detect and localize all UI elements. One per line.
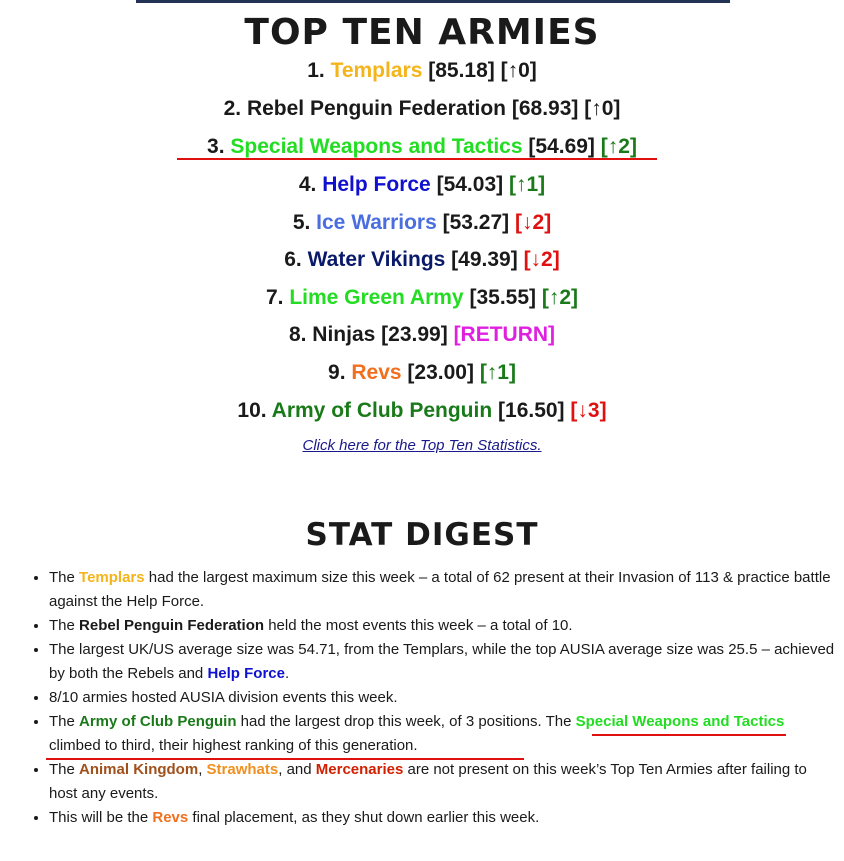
- digest-item: [49, 758, 839, 806]
- digest-title: STAT DIGEST: [305, 517, 539, 553]
- ranking-row: [0, 322, 844, 348]
- rank-position: 2.: [223, 97, 242, 120]
- digest-text: 8/10 armies hosted AUSIA division events this week.: [49, 689, 398, 706]
- rank-change: [↑1]: [508, 173, 546, 196]
- digest-army-name: Rebel Penguin Federation: [79, 617, 265, 634]
- rank-position: 8.: [288, 323, 307, 346]
- rank-change: [↑0]: [584, 97, 621, 120]
- digest-list: [24, 566, 839, 830]
- digest-item: [49, 806, 839, 830]
- rank-change: [↑0]: [500, 59, 537, 82]
- digest-text: are not present on this week’s Top Ten Armies after failing to host any events.: [49, 761, 807, 802]
- digest-text: The: [49, 761, 80, 778]
- army-score: [49.39]: [451, 248, 518, 271]
- digest-army-name: Strawhats: [206, 761, 279, 778]
- highlight-underline: [46, 758, 524, 760]
- rank-change: [RETURN]: [453, 323, 556, 346]
- digest-item: [49, 686, 839, 710]
- rank-position: 7.: [265, 286, 284, 309]
- highlight-underline: [177, 158, 657, 160]
- army-name: Templars: [330, 59, 423, 82]
- ranking-row: [0, 172, 844, 198]
- digest-item: [49, 614, 839, 638]
- digest-text: The: [49, 713, 80, 730]
- digest-army-name: Templars: [79, 569, 145, 586]
- rank-position: 5.: [292, 211, 311, 234]
- digest-text: The: [49, 617, 80, 634]
- army-score: [23.00]: [407, 361, 474, 384]
- digest-text: The: [49, 569, 80, 586]
- ranking-row: [0, 398, 844, 424]
- army-name: Revs: [351, 361, 402, 384]
- army-name: Ice Warriors: [316, 211, 437, 234]
- digest-text: .: [284, 665, 290, 682]
- digest-army-name: Animal Kingdom: [79, 761, 199, 778]
- ranking-row: [0, 360, 844, 386]
- ranking-row: [0, 210, 844, 236]
- rank-position: 6.: [284, 248, 302, 271]
- rank-change: [↑2]: [600, 135, 637, 158]
- rank-position: 4.: [298, 173, 317, 196]
- digest-text: This will be the: [49, 809, 153, 826]
- rank-change: [↑1]: [479, 361, 516, 384]
- digest-text: had the largest drop this week, of 3 positions. The: [236, 713, 576, 730]
- rank-change: [↓2]: [515, 211, 552, 234]
- rank-change: [↑2]: [541, 286, 579, 309]
- digest-text: held the most events this week – a total of 10.: [264, 617, 573, 634]
- army-score: [54.03]: [436, 173, 504, 196]
- rank-position: 9.: [328, 361, 346, 384]
- digest-army-name: Mercenaries: [315, 761, 404, 778]
- highlight-underline: [592, 734, 786, 736]
- army-name: Special Weapons and Tactics: [230, 135, 523, 158]
- digest-army-name: Revs: [152, 809, 189, 826]
- digest-army-name: Army of Club Penguin: [79, 713, 237, 730]
- digest-text: climbed to third, their highest ranking of this generation.: [49, 737, 418, 754]
- rank-change: [↓2]: [523, 248, 560, 271]
- rank-position: 10.: [237, 399, 267, 422]
- army-score: [16.50]: [498, 399, 565, 422]
- army-score: [68.93]: [511, 97, 579, 120]
- army-score: [54.69]: [528, 135, 595, 158]
- rank-position: 1.: [307, 59, 325, 82]
- army-score: [35.55]: [469, 286, 537, 309]
- digest-army-name: Help Force: [207, 665, 285, 682]
- rank-change: [↓3]: [570, 399, 607, 422]
- digest-text: final placement, as they shut down earlier this week.: [188, 809, 540, 826]
- army-score: [23.99]: [381, 323, 448, 346]
- page-title: TOP TEN ARMIES: [244, 12, 600, 53]
- army-name: Help Force: [322, 173, 431, 196]
- digest-text: The largest UK/US average size was 54.71, from the Templars, while the top AUSIA average size was 25.5 – achieved by both the Rebels and: [49, 641, 835, 682]
- ranking-row: [0, 96, 844, 122]
- digest-item: [49, 566, 839, 614]
- army-name: Lime Green Army: [289, 286, 464, 309]
- ranking-row: [0, 285, 844, 311]
- army-score: [85.18]: [428, 59, 495, 82]
- army-name: Rebel Penguin Federation: [246, 97, 506, 120]
- digest-text: , and: [278, 761, 316, 778]
- army-name: Ninjas: [312, 323, 376, 346]
- digest-item: [49, 638, 839, 686]
- top-ten-statistics-link[interactable]: Click here for the Top Ten Statistics.: [302, 437, 542, 454]
- digest-text: had the largest maximum size this week – a total of 62 present at their Invasion of 113 & practice battle against the Help Force.: [49, 569, 831, 610]
- army-name: Water Vikings: [307, 248, 446, 271]
- ranking-row: [0, 58, 844, 84]
- rank-position: 3.: [207, 135, 225, 158]
- digest-text: ,: [198, 761, 207, 778]
- ranking-row: [0, 247, 844, 273]
- ranking-row: [0, 134, 844, 160]
- army-score: [53.27]: [442, 211, 510, 234]
- top-border: [136, 0, 730, 3]
- army-name: Army of Club Penguin: [271, 399, 493, 422]
- digest-army-name: Special Weapons and Tactics: [575, 713, 785, 730]
